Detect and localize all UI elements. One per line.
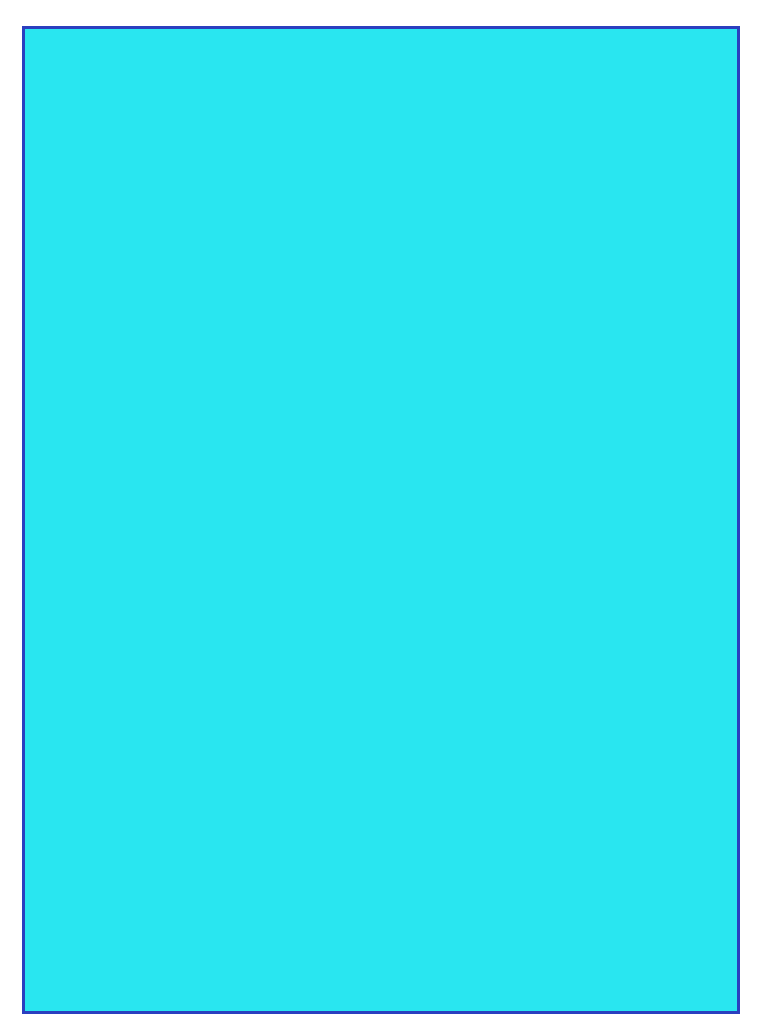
document-page (22, 26, 740, 1014)
page-title (47, 41, 715, 67)
